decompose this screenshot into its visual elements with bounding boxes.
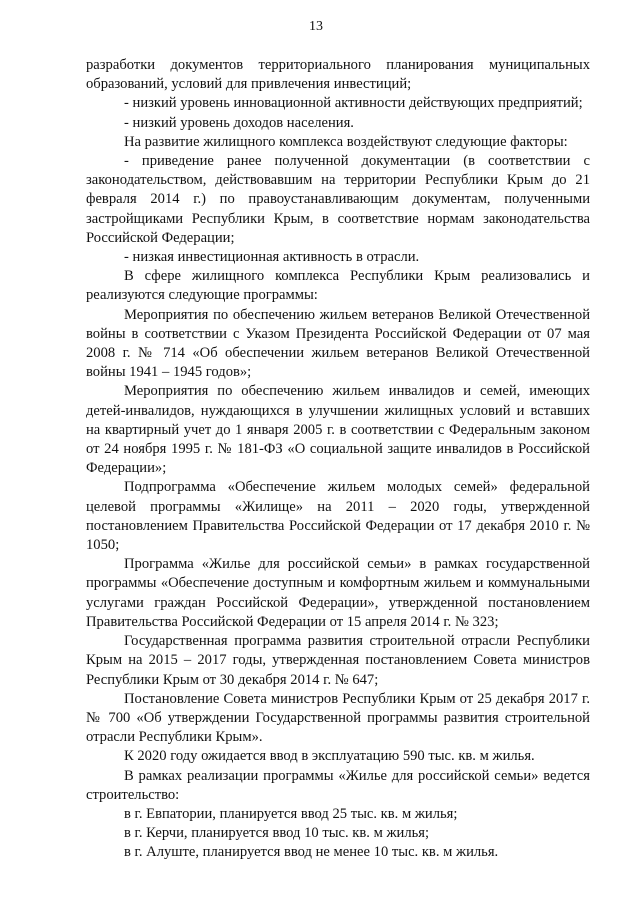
paragraph-prog-veterans: Мероприятия по обеспечению жильем ветеранов Великой Отечественной войны в соответствии с Указом Президента Российской Федерации от 07 мая 2008 г. № 714 «Об обеспечении жильем ветеранов Великой Отечественной войны 1941 – 1945 годов»; xyxy=(86,306,590,381)
paragraph-dash-docs: - приведение ранее полученной документации (в соответствии с законодательством, действовавшим на территории Республики Крым до 21 февраля 2014 г.) по правоустанавливающим документам, полученными застройщиками Республики Крым, в соответствие нормам законодательства Российской Федерации; xyxy=(86,153,590,246)
paragraph-dash-invest: - низкая инвестиционная активность в отрасли. xyxy=(124,249,420,266)
paragraph-prog-family: Программа «Жилье для российской семьи» в рамках государственной программы «Обеспечение доступным и комфортным жильем и коммунальными услугами граждан Российской Федерации», утвержденной постановлением Правительства Российской Федерации от 15 апреля 2014 г. № 323; xyxy=(86,556,590,630)
paragraph-cont: разработки документов территориального планирования муниципальных образований, условий для привлечения инвестиций; xyxy=(86,57,590,93)
body-text xyxy=(86,56,590,863)
paragraph-programs-intro: В сфере жилищного комплекса Республики Крым реализовались и реализуются следующие программы: xyxy=(86,268,590,304)
paragraph-prog-state: Государственная программа развития строительной отрасли Республики Крым на 2015 – 2017 годы, утвержденная постановлением Совета министров Республики Крым от 30 декабря 2014 г. № 647; xyxy=(86,633,590,688)
page-number: 13 xyxy=(309,19,323,34)
paragraph-expect-2020: К 2020 году ожидается ввод в эксплуатацию 590 тыс. кв. м жилья. xyxy=(124,748,535,765)
paragraph-dash-income: - низкий уровень доходов населения. xyxy=(124,114,354,131)
paragraph-construction-intro: В рамках реализации программы «Жилье для российской семьи» ведется строительство: xyxy=(86,767,590,803)
paragraph-factors-intro: На развитие жилищного комплекса воздействуют следующие факторы: xyxy=(124,133,568,150)
paragraph-prog-disabled: Мероприятия по обеспечению жильем инвалидов и семей, имеющих детей-инвалидов, нуждающихся в улучшении жилищных условий и вставших на квартирный учет до 1 января 2005 г. в соответствии с Федеральным законом от 24 ноября 1995 г. № 181-ФЗ «О социальной защите инвалидов в Российской Федерации»; xyxy=(86,383,590,477)
paragraph-city-kerch: в г. Керчи, планируется ввод 10 тыс. кв. м жилья; xyxy=(124,825,430,842)
paragraph-dash-innov: - низкий уровень инновационной активности действующих предприятий; xyxy=(124,95,583,112)
paragraph-city-alushta: в г. Алуште, планируется ввод не менее 10 тыс. кв. м жилья. xyxy=(124,844,499,861)
paragraph-prog-resolution: Постановление Совета министров Республики Крым от 25 декабря 2017 г. № 700 «Об утверждении Государственной программы развития строительной отрасли Республики Крым». xyxy=(86,690,590,746)
paragraph-prog-young: Подпрограмма «Обеспечение жильем молодых семей» федеральной целевой программы «Жилище» на 2011 – 2020 годы, утвержденной постановлением Правительства Российской Федерации от 17 декабря 2010 г. № 1050; xyxy=(86,479,590,554)
paragraph-city-evpatoria: в г. Евпатории, планируется ввод 25 тыс. кв. м жилья; xyxy=(124,805,458,822)
